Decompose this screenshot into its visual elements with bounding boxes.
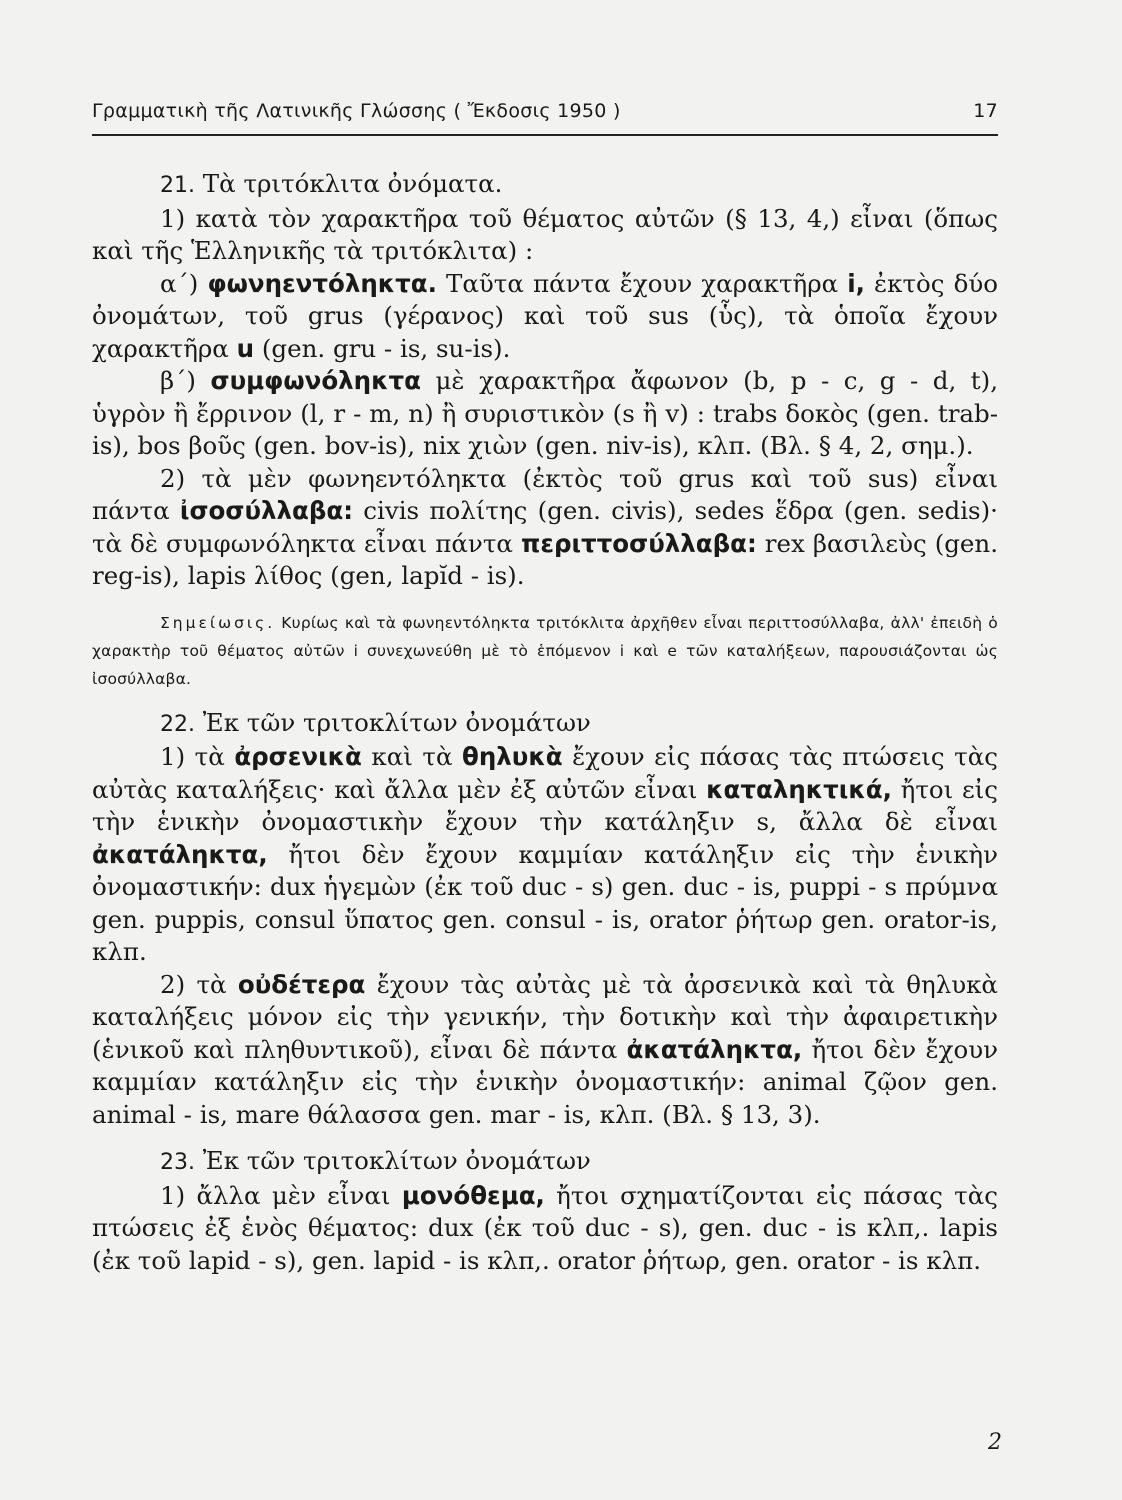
section-title: Τὰ τριτόκλιτα ὀνόματα. xyxy=(202,169,503,198)
section-title: Ἐκ τῶν τριτοκλίτων ὀνομάτων xyxy=(202,707,591,737)
paragraph: β΄) συμφωνόληκτα μὲ χαρακτῆρα ἄφωνον (b, p - c, g - d, t), ὑγρὸν ἢ ἔρρινον (l, r - m, n) ἢ συριστικὸν (s ἢ v) : trabs δοκὸς (gen. trab-is), bos βοῦς (gen. bov-is), nix χιὼν (gen. niv-is), κλπ. (Βλ. § 4, 2, σημ.). xyxy=(92,366,998,460)
section-number: 22. xyxy=(160,711,195,737)
section-title: Ἐκ τῶν τριτοκλίτων ὀνομάτων xyxy=(202,1146,591,1175)
header-title: Γραμματικὴ τῆς Λατινικῆς Γλώσσης ( Ἔκδοσις 1950 ) xyxy=(92,100,621,122)
bold-term: οὐδέτερα xyxy=(237,969,366,999)
header-rule xyxy=(92,134,998,136)
section-number: 23. xyxy=(160,1150,195,1175)
paragraph: 1) κατὰ τὸν χαρακτῆρα τοῦ θέματος αὐτῶν (§ 13, 4,) εἶναι (ὅπως καὶ τῆς Ἑλληνικῆς τὰ τριτόκλιτα) : xyxy=(92,203,998,265)
paragraph: 1) ἄλλα μὲν εἶναι μονόθεμα, ἤτοι σχηματίζονται εἰς πάσας τὰς πτώσεις ἐξ ἑνὸς θέματος: dux (ἐκ τοῦ duc - s), gen. duc - is κλπ,. lapis (ἐκ τοῦ lapid - s), gen. lapid - is κλπ,. orator ῥήτωρ, gen. orator - is κλπ. xyxy=(92,1180,998,1275)
section-21-heading xyxy=(92,168,998,203)
bold-term: περιττοσύλλαβα: xyxy=(520,528,757,558)
paragraph: 2) τὰ οὐδέτερα ἔχουν τὰς αὐτὰς μὲ τὰ ἀρσενικὰ καὶ τὰ θηλυκὰ καταλήξεις μόνον εἰς τὴν γενικήν, τὴν δοτικὴν καὶ τὴν ἀφαιρετικὴν (ἑνικοῦ καὶ πληθυντικοῦ), εἶναι δὲ πάντα ἀκατάληκτα, ἤτοι δὲν ἔχουν καμμίαν κατάληξιν εἰς τὴν ἑνικὴν ὀνομαστικήν: animal ζῷον gen. animal - is, mare θάλασσα gen. mar - is, κλπ. (Βλ. § 13, 3). xyxy=(92,969,998,1129)
main-text xyxy=(92,168,998,1277)
bold-term: ἀρσενικὰ xyxy=(234,742,362,771)
bold-term: u xyxy=(236,333,255,363)
paragraph: α΄) φωνηεντόληκτα. Ταῦτα πάντα ἔχουν χαρακτῆρα i, ἐκτὸς δύο ὀνομάτων, τοῦ grus (γέρανος) καὶ τοῦ sus (ὗς), τὰ ὁποῖα ἔχουν χαρακτῆρα u (gen. gru - is, su-is). xyxy=(92,268,998,363)
bold-term: συμφωνόληκτα xyxy=(210,366,421,395)
bold-term: θηλυκὰ xyxy=(462,742,563,771)
bold-term: ἀκατάληκτα, xyxy=(626,1034,803,1064)
section-23-heading xyxy=(92,1145,998,1180)
bold-term: ἀκατάληκτα, xyxy=(92,839,268,869)
running-header xyxy=(92,100,998,122)
paragraph: 2) τὰ μὲν φωνηεντόληκτα (ἐκτὸς τοῦ grus καὶ τοῦ sus) εἶναι πάντα ἰσοσύλλαβα: civis πολίτης (gen. civis), sedes ἕδρα (gen. sedis)· τὰ δὲ συμφωνόληκτα εἶναι πάντα περιττοσύλλαβα: rex βασιλεὺς (gen. reg-is), lapis λίθος (gen, lapĭd - is). xyxy=(92,463,998,590)
paragraph: 1) τὰ ἀρσενικὰ καὶ τὰ θηλυκὰ ἔχουν εἰς πάσας τὰς πτώσεις τὰς αὐτὰς καταλήξεις· καὶ ἄλλα μὲν ἐξ αὐτῶν εἶναι καταληκτικά, ἤτοι εἰς τὴν ἑνικὴν ὀνομαστικὴν ἔχουν τὴν κατάληξιν s, ἄλλα δὲ εἶναι ἀκατάληκτα, ἤτοι δὲν ἔχουν καμμίαν κατάληξιν εἰς τὴν ἑνικὴν ὀνομαστικήν: dux ἡγεμὼν (ἐκ τοῦ duc - s) gen. duc - is, puppi - s πρύμνα gen. puppis, consul ὕπατος gen. consul - is, orator ῥήτωρ gen. orator-is, κλπ. xyxy=(92,742,999,966)
section-22-heading xyxy=(92,707,998,742)
bold-term: φωνηεντόληκτα. xyxy=(207,268,437,298)
bold-term: ἰσοσύλλαβα: xyxy=(179,496,354,525)
section-number: 21. xyxy=(160,173,195,198)
bold-term: μονόθεμα, xyxy=(401,1180,545,1210)
header-page-number: 17 xyxy=(973,100,998,122)
signature-mark: 2 xyxy=(988,1430,1002,1455)
note-paragraph: Σημείωσις. Κυρίως καὶ τὰ φωνηεντόληκτα τριτόκλιτα ἀρχῆθεν εἶναι περιττοσύλλαβα, ἀλλ' ἐπειδὴ ὁ χαρακτὴρ τοῦ θέματος αὐτῶν i συνεχωνεύθη μὲ τὸ ἑπόμενον i καὶ e τῶν καταλήξεων, παρουσιάζονται ὡς ἰσοσύλλαβα. xyxy=(92,613,998,688)
note-label: Σημείωσις. xyxy=(160,613,276,632)
bold-term: καταληκτικά, xyxy=(706,774,892,804)
bold-term: i, xyxy=(847,268,865,298)
